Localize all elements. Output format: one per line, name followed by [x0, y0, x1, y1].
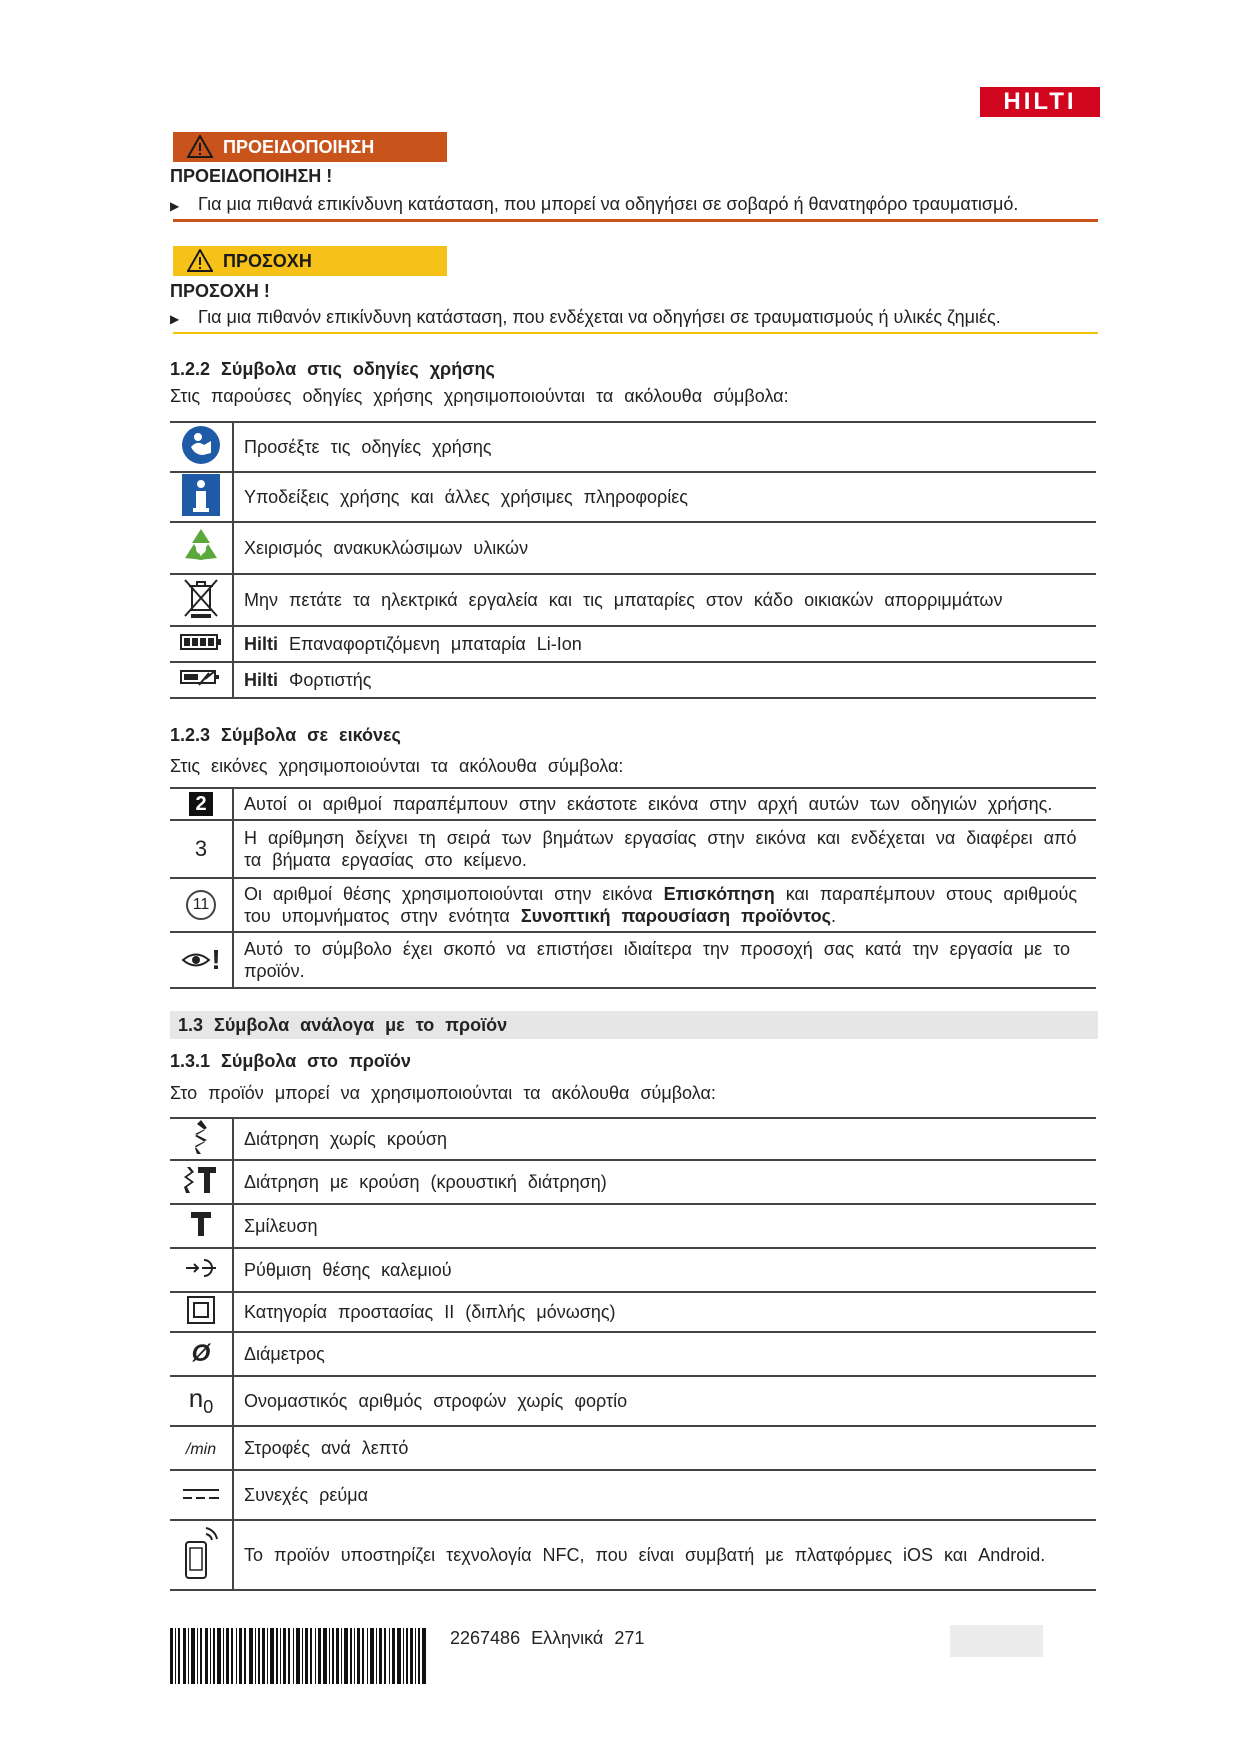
chisel-position-icon	[186, 1257, 216, 1279]
hammer-drill-icon	[184, 1165, 218, 1195]
table-text-cell	[233, 662, 1096, 698]
warning-triangle-icon	[187, 135, 213, 158]
warning-text	[170, 194, 1018, 215]
table-text-cell	[233, 1426, 1096, 1470]
brand-bold: Hilti	[244, 634, 278, 654]
row-text: Διάτρηση με κρούση (κρουστική διάτρηση)	[244, 1172, 607, 1192]
bullet-arrow-icon: ▶	[170, 199, 180, 213]
step-number-icon: 3	[194, 836, 208, 861]
row-text: Υποδείξεις χρήσης και άλλες χρήσιμες πληροφορίες	[244, 487, 688, 507]
table-text-cell	[233, 472, 1096, 522]
attention-mark-icon: !	[211, 944, 221, 975]
section-1-2-3-heading: 1.2.3 Σύμβολα σε εικόνες	[170, 725, 401, 745]
table-row	[170, 1204, 1096, 1248]
row-text: Μην πετάτε τα ηλεκτρικά εργαλεία και τις μπαταρίες στον κάδο οικιακών απορριμμάτων	[244, 590, 1003, 610]
info-icon	[182, 474, 220, 516]
document-number: 2267486	[450, 1628, 521, 1648]
row-text: Κατηγορία προστασίας II (διπλής μόνωσης)	[244, 1302, 616, 1322]
table-icon-cell	[170, 878, 233, 932]
row-text: Οι αριθμοί θέσης χρησιμοποιούνται στην εικόνα	[244, 884, 653, 904]
warning-banner	[173, 132, 447, 162]
table-text-cell	[233, 522, 1096, 574]
table-text-cell	[233, 1332, 1096, 1376]
table-row	[170, 522, 1096, 574]
row-text: Αυτό το σύμβολο έχει σκοπό να επιστήσει ιδιαίτερα την προσοχή σας κατά την εργασία με το προϊόν.	[244, 939, 1071, 981]
row-text: Χειρισμός ανακυκλώσιμων υλικών	[244, 538, 529, 558]
table-icon-cell	[170, 422, 233, 472]
table-row	[170, 1292, 1096, 1332]
table-icon-cell	[170, 1470, 233, 1520]
table-text-cell	[233, 1470, 1096, 1520]
table-row	[170, 932, 1096, 988]
nfc-icon	[184, 1526, 218, 1580]
warning-banner-label: ΠΡΟΕΙΔΟΠΟΙΗΣΗ	[223, 137, 375, 157]
caution-text-body: Για μια πιθανόν επικίνδυνη κατάσταση, που ενδέχεται να οδηγήσει σε τραυματισμούς ή υλικές ζημιές.	[198, 307, 1001, 327]
manual-icon	[181, 425, 221, 465]
bold-ref-overview: Επισκόπηση	[663, 884, 775, 904]
table-icon-cell	[170, 820, 233, 878]
section-1-3-heading: 1.3 Σύμβολα ανάλογα με το προϊόν	[170, 1011, 1098, 1039]
row-text: Επαναφορτιζόμενη μπαταρία Li-Ion	[289, 634, 582, 654]
table-icon-cell	[170, 932, 233, 988]
caution-banner	[173, 246, 447, 276]
table-icon-cell	[170, 574, 233, 626]
figure-number-icon: 2	[189, 792, 213, 816]
table-icon-cell	[170, 788, 233, 820]
table-text-cell	[233, 1118, 1096, 1160]
table-row	[170, 1118, 1096, 1160]
table-row	[170, 1248, 1096, 1292]
bullet-arrow-icon: ▶	[170, 312, 180, 326]
bold-ref-product-summary: Συνοπτική παρουσίαση προϊόντος	[520, 906, 831, 926]
row-text: Ρύθμιση θέσης καλεμιού	[244, 1260, 452, 1280]
section-1-2-3-intro: Στις εικόνες χρησιμοποιούνται τα ακόλουθα σύμβολα:	[170, 756, 624, 776]
section-1-2-2-heading: 1.2.2 Σύμβολα στις οδηγίες χρήσης	[170, 359, 495, 379]
manual-symbols-table	[170, 421, 1096, 699]
row-text: Το προϊόν υποστηρίζει τεχνολογία NFC, που είναι συμβατή με πλατφόρμες iOS και Android.	[244, 1545, 1046, 1565]
n0-icon	[188, 1383, 214, 1418]
table-row	[170, 574, 1096, 626]
row-text: Η αρίθμηση δείχνει τη σειρά των βημάτων εργασίας στην εικόνα και ενδέχεται να διαφέρει από τα βήματα εργασίας στο κείμενο.	[244, 828, 1077, 870]
table-text-cell	[233, 1292, 1096, 1332]
figure-symbols-table	[170, 787, 1096, 989]
page-footer	[450, 1628, 644, 1649]
table-text-cell	[233, 422, 1096, 472]
table-text-cell	[233, 932, 1096, 988]
table-icon-cell	[170, 1248, 233, 1292]
table-row	[170, 662, 1096, 698]
table-icon-cell	[170, 1332, 233, 1376]
table-icon-cell	[170, 1426, 233, 1470]
battery-icon	[180, 633, 222, 651]
table-row	[170, 1160, 1096, 1204]
table-icon-cell	[170, 1204, 233, 1248]
row-text: και παραπέμπουν στους αριθμούς του υπομνήματος στην ενότητα	[244, 884, 1077, 926]
table-icon-cell	[170, 1520, 233, 1590]
section-1-2-2-intro: Στις παρούσες οδηγίες χρήσης χρησιμοποιούνται τα ακόλουθα σύμβολα:	[170, 386, 789, 406]
table-text-cell	[233, 788, 1096, 820]
table-text-cell	[233, 878, 1096, 932]
per-min-icon: /min	[185, 1440, 217, 1458]
row-text: Διάμετρος	[244, 1344, 325, 1364]
table-row	[170, 472, 1096, 522]
language-label: Ελληνικά	[531, 1628, 604, 1648]
caution-banner-label: ΠΡΟΣΟΧΗ	[223, 251, 312, 271]
table-row	[170, 1470, 1096, 1520]
eye-icon	[181, 951, 211, 969]
row-text: .	[830, 906, 836, 926]
table-text-cell	[233, 626, 1096, 662]
diameter-icon: Ø	[191, 1340, 211, 1367]
table-row	[170, 422, 1096, 472]
table-icon-cell	[170, 1376, 233, 1426]
table-row	[170, 1376, 1096, 1426]
row-text: Προσέξτε τις οδηγίες χρήσης	[244, 437, 492, 457]
table-row	[170, 788, 1096, 820]
table-icon-cell	[170, 1292, 233, 1332]
table-row	[170, 1332, 1096, 1376]
charger-icon	[179, 667, 223, 689]
row-text: Σμίλευση	[244, 1216, 318, 1236]
hilti-logo: HILTI	[980, 87, 1100, 117]
brand-bold: Hilti	[244, 670, 278, 690]
caution-text	[170, 307, 1001, 328]
table-icon-cell	[170, 662, 233, 698]
dc-icon	[183, 1487, 219, 1501]
row-text: Ονομαστικός αριθμός στροφών χωρίς φορτίο	[244, 1391, 628, 1411]
row-text: Στροφές ανά λεπτό	[244, 1438, 409, 1458]
n0-subscript: 0	[203, 1397, 214, 1418]
section-1-3-1-heading: 1.3.1 Σύμβολα στο προϊόν	[170, 1051, 411, 1071]
table-text-cell	[233, 1204, 1096, 1248]
warning-rule	[173, 219, 1098, 222]
row-text: Συνεχές ρεύμα	[244, 1485, 369, 1505]
crossed-bin-icon	[181, 576, 221, 620]
barcode-icon	[170, 1628, 426, 1684]
table-row	[170, 626, 1096, 662]
table-row	[170, 878, 1096, 932]
recycle-icon	[181, 526, 221, 566]
table-icon-cell	[170, 472, 233, 522]
table-icon-cell	[170, 522, 233, 574]
table-row	[170, 1426, 1096, 1470]
footer-grey-box	[950, 1625, 1043, 1657]
row-text: Φορτιστής	[289, 670, 372, 690]
row-text: Αυτοί οι αριθμοί παραπέμπουν στην εκάστοτε εικόνα στην αρχή αυτών των οδηγιών χρήσης.	[244, 794, 1053, 814]
page-number: 271	[614, 1628, 645, 1648]
row-text: Διάτρηση χωρίς κρούση	[244, 1129, 448, 1149]
table-text-cell	[233, 1520, 1096, 1590]
table-text-cell	[233, 1160, 1096, 1204]
caution-rule	[173, 332, 1098, 334]
table-text-cell	[233, 820, 1096, 878]
table-icon-cell	[170, 626, 233, 662]
warning-title: ΠΡΟΕΙΔΟΠΟΙΗΣΗ !	[170, 166, 333, 186]
drill-bit-icon	[193, 1120, 209, 1154]
table-row	[170, 820, 1096, 878]
double-insulation-icon	[187, 1296, 215, 1324]
caution-title: ΠΡΟΣΟΧΗ !	[170, 281, 270, 301]
caution-triangle-icon	[187, 249, 213, 272]
n0-letter: n	[188, 1383, 204, 1414]
section-1-3-1-intro: Στο προϊόν μπορεί να χρησιμοποιούνται τα ακόλουθα σύμβολα:	[170, 1083, 716, 1103]
table-text-cell	[233, 1248, 1096, 1292]
product-symbols-table	[170, 1117, 1096, 1591]
table-icon-cell	[170, 1160, 233, 1204]
chisel-icon	[190, 1210, 212, 1238]
position-number-icon: 11	[186, 890, 216, 920]
table-text-cell	[233, 1376, 1096, 1426]
table-row	[170, 1520, 1096, 1590]
warning-text-body: Για μια πιθανά επικίνδυνη κατάσταση, που μπορεί να οδηγήσει σε σοβαρό ή θανατηφόρο τραυματισμό.	[198, 194, 1019, 214]
table-icon-cell	[170, 1118, 233, 1160]
table-text-cell	[233, 574, 1096, 626]
